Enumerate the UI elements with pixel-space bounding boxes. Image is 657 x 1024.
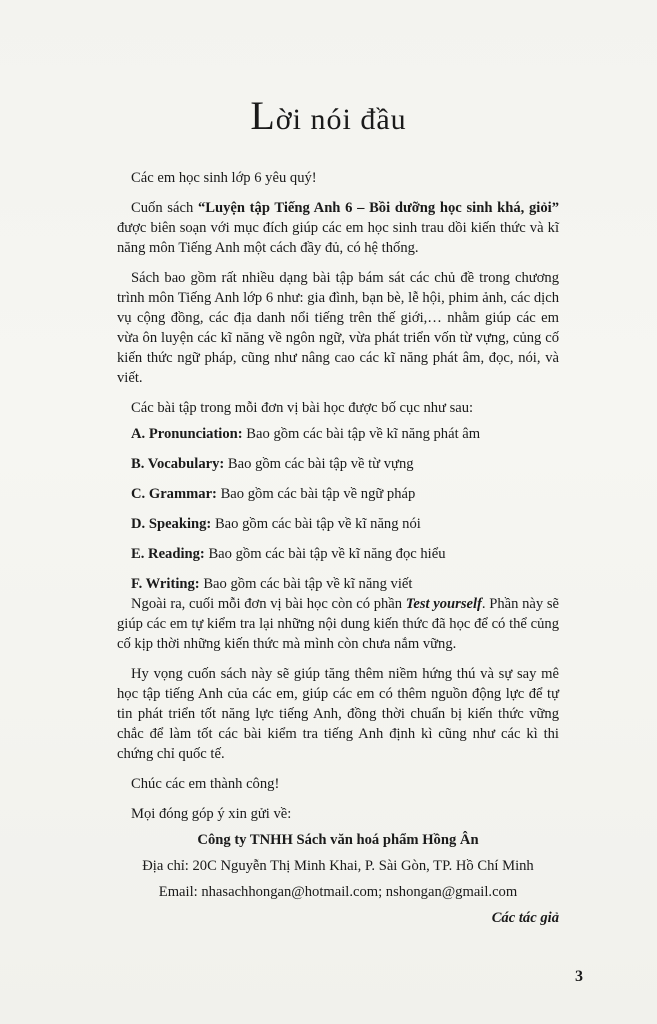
skill-desc: Bao gồm các bài tập về từ vựng xyxy=(224,456,414,472)
wish-line: Chúc các em thành công! xyxy=(131,776,280,792)
preface-body xyxy=(117,168,559,928)
skill-label: F. Writing: xyxy=(131,576,200,592)
skill-desc: Bao gồm các bài tập về kĩ năng nói xyxy=(211,516,421,532)
test-paragraph xyxy=(117,594,559,654)
skill-desc: Bao gồm các bài tập về ngữ pháp xyxy=(216,486,416,502)
title-first-letter: L xyxy=(250,93,276,138)
skill-desc: Bao gồm các bài tập về kĩ năng phát âm xyxy=(242,426,481,442)
intro-before: Cuốn sách xyxy=(131,200,198,216)
test-after: . Phần này sẽ giúp các em tự kiểm tra lại những nội dung kiến thức đã học để có thể củng cố kịp thời những kiến thức mà mình còn chưa nắm vững. xyxy=(117,596,560,652)
book-title: “Luyện tập Tiếng Anh 6 – Bồi dưỡng học sinh khá, giỏi” xyxy=(197,200,559,216)
skill-item-writing xyxy=(117,574,559,594)
skill-item-grammar xyxy=(117,484,559,504)
skill-label: E. Reading: xyxy=(131,546,205,562)
skill-label: A. Pronunciation: xyxy=(131,426,243,442)
company-email: Email: nhasachhongan@hotmail.com; nshongan@gmail.com xyxy=(158,884,518,900)
skill-item-reading xyxy=(117,544,559,564)
skill-item-vocabulary xyxy=(117,454,559,474)
company-address: Địa chỉ: 20C Nguyễn Thị Minh Khai, P. Sài Gòn, TP. Hồ Chí Minh xyxy=(142,858,534,874)
skill-label: C. Grammar: xyxy=(131,486,217,502)
skill-desc: Bao gồm các bài tập về kĩ năng đọc hiểu xyxy=(204,546,446,562)
hope-paragraph: Hy vọng cuốn sách này sẽ giúp tăng thêm niềm hứng thú và sự say mê học tập tiếng Anh của các em, giúp các em có thêm nguồn động lực để tự tin phát triển tốt năng lực tiếng Anh, đồng thời chuẩn bị kiến thức vững chắc để làm tốt các bài kiểm tra tiếng Anh định kì cũng như các kì thi chứng chỉ quốc tế. xyxy=(117,666,559,762)
page-number: 3 xyxy=(575,968,583,985)
test-before: Ngoài ra, cuối mỗi đơn vị bài học còn có phần xyxy=(131,596,406,612)
intro-after: được biên soạn với mục đích giúp các em học sinh trau dồi kiến thức và kĩ năng môn Tiếng Anh một cách đầy đủ, có hệ thống. xyxy=(117,220,559,256)
skill-desc: Bao gồm các bài tập về kĩ năng viết xyxy=(199,576,413,592)
skill-label: D. Speaking: xyxy=(131,516,212,532)
skill-item-speaking xyxy=(117,514,559,534)
structure-intro: Các bài tập trong mỗi đơn vị bài học được bố cục như sau: xyxy=(131,400,474,416)
skill-item-pronunciation xyxy=(117,424,559,444)
signature: Các tác giả xyxy=(491,910,559,926)
company-name: Công ty TNHH Sách văn hoá phẩm Hồng Ân xyxy=(197,832,479,848)
title-rest: ời nói đầu xyxy=(275,103,407,136)
page-title xyxy=(0,92,657,139)
content-paragraph: Sách bao gồm rất nhiều dạng bài tập bám sát các chủ đề trong chương trình môn Tiếng Anh lớp 6 như: gia đình, bạn bè, lễ hội, phim ảnh, các dịch vụ cộng đồng, các địa danh nổi tiếng trên thế giới,… nhằm giúp các em vừa ôn luyện các kĩ năng về ngôn ngữ, vừa phát triển vốn từ vựng, củng cố kiến thức ngữ pháp, cũng như nâng cao các kĩ năng phát âm, đọc, nói, và viết. xyxy=(117,270,559,386)
greeting: Các em học sinh lớp 6 yêu quý! xyxy=(131,170,317,186)
test-yourself-emph: Test yourself xyxy=(405,596,482,612)
feedback-line: Mọi đóng góp ý xin gửi về: xyxy=(131,806,292,822)
skill-label: B. Vocabulary: xyxy=(131,456,225,472)
intro-paragraph xyxy=(117,198,559,258)
